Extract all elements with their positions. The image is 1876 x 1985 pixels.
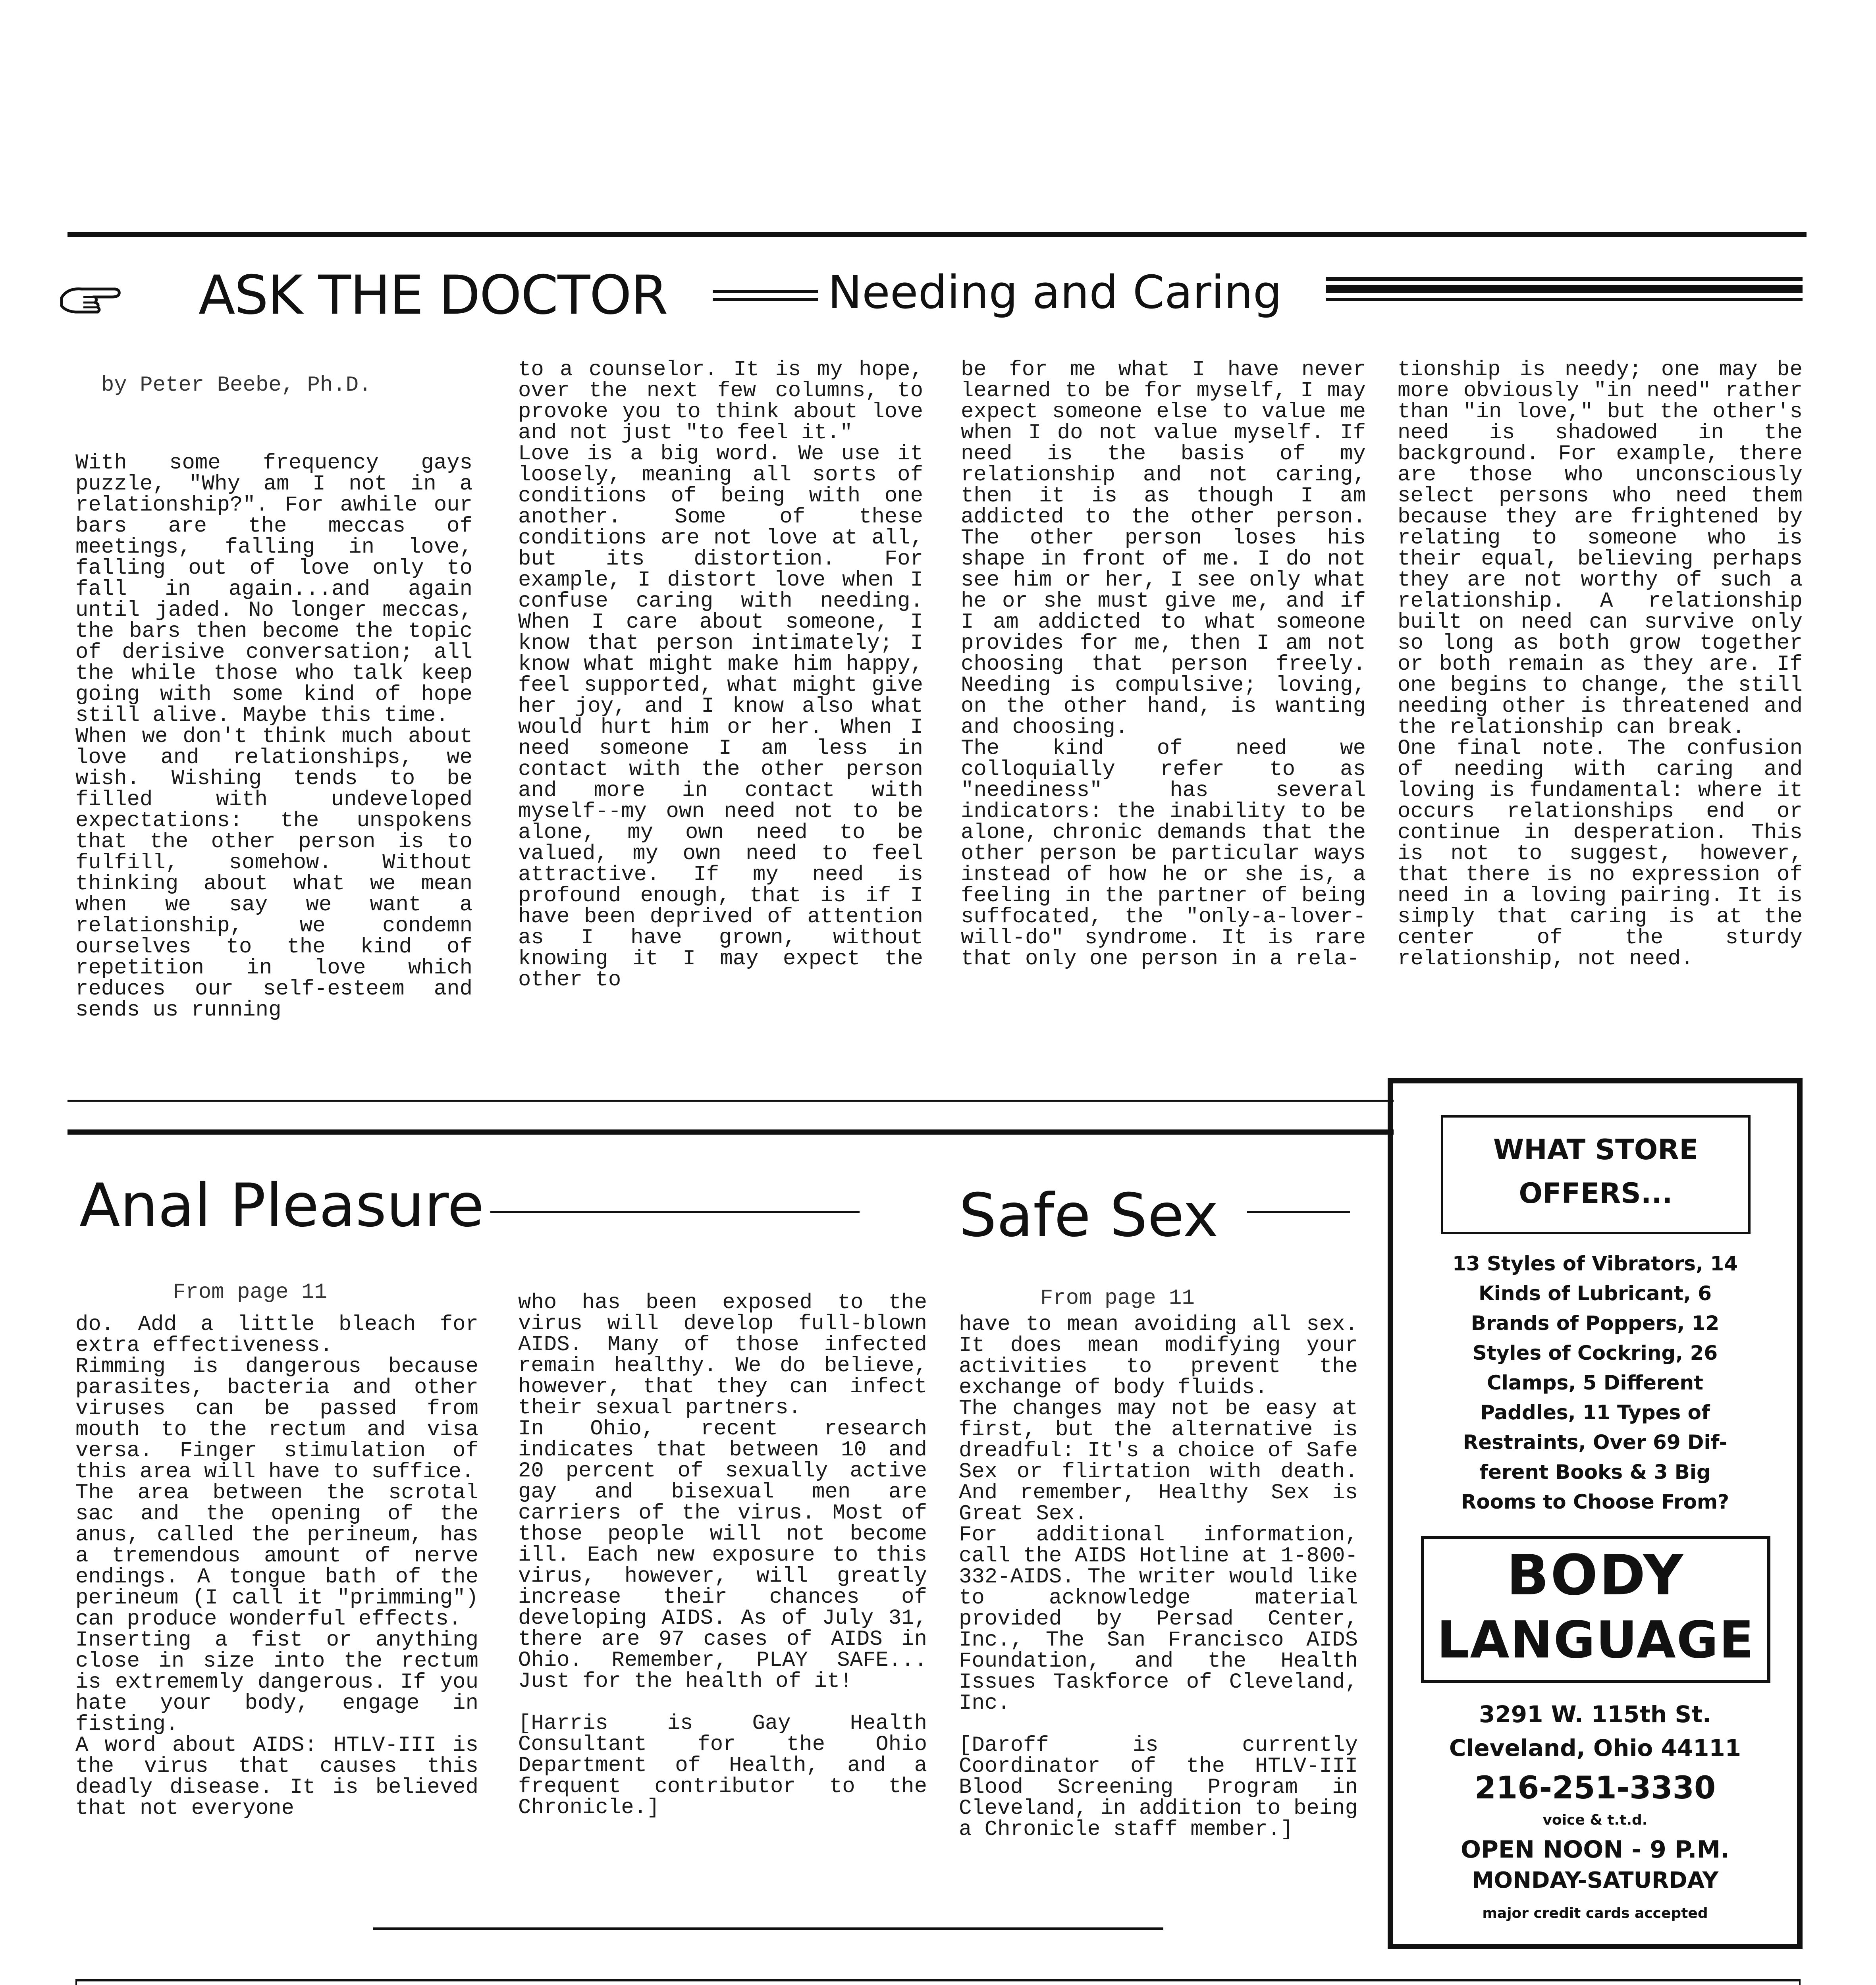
doctor-column-1: With some frequency gays puzzle, "Why am I not in a relationship?". For awhile our bars are the meccas of meetings, falling in love, falling out of love only to fall in again...and again until jaded. No longer meccas, the bars then become the topic of derisive conversation; all the while those who talk keep going with some kind of hope still alive. Maybe this time. When we don't think much about love and relationships, we wish. Wishing tends to be filled with undeveloped expectations: the unspokens that the other person is to fulfill, somehow. Without thinking about what we mean when we say we want a relationship, we condemn ourselves to the kind of repetition in love which reduces our self-esteem and sends us running xyxy=(75,451,472,1022)
ad-credit-cards: major credit cards accepted xyxy=(1482,1905,1708,1921)
body-language-ad xyxy=(1388,1078,1803,1949)
ad-headline-box xyxy=(1441,1115,1751,1234)
ad-body-5: Paddles, 11 Types of xyxy=(1480,1401,1710,1424)
ad-body-7: ferent Books & 3 Big xyxy=(1479,1461,1711,1484)
anal-column-1: do. Add a little bleach for extra effectiveness. Rimming is dangerous because parasites, bacteria and other viruses can be passed from mouth to the rectum and visa versa. Finger stimulation of this area will have to suffice. The area between the scrotal sac and the opening of the anus, called the perineum, has a tremendous amount of nerve endings. A tongue bath of the perineum (I call it "primming") can produce wonderful effects. Inserting a fist or anything close in size into the rectum is extrememly dangerous. If you hate your body, engage in fisting. A word about AIDS: HTLV-III is the virus that causes this deadly disease. It is believed that not everyone xyxy=(75,1312,478,1821)
section-thin-rule xyxy=(67,1100,1394,1102)
ad-logo-language: LANGUAGE xyxy=(1436,1611,1755,1670)
ad-tdd: voice & t.t.d. xyxy=(1542,1812,1648,1828)
header-double-rule xyxy=(1326,298,1803,301)
title-rule xyxy=(490,1211,860,1213)
ad-logo-box xyxy=(1421,1536,1770,1683)
safe-sex-title: Safe Sex xyxy=(959,1181,1219,1250)
anal-pleasure-title: Anal Pleasure xyxy=(79,1171,484,1240)
section-thick-rule xyxy=(67,1129,1394,1135)
ad-logo-body: BODY xyxy=(1506,1543,1685,1608)
ad-body-3: Styles of Cockring, 26 xyxy=(1472,1341,1718,1364)
ad-body-1: Kinds of Lubricant, 6 xyxy=(1478,1282,1712,1305)
ad-hours-time: OPEN NOON - 9 P.M. xyxy=(1460,1836,1730,1864)
anal-column-2: who has been exposed to the virus will develop full-blown AIDS. Many of those infected remain healthy. We do believe, however, that they can infect their sexual partners. In Ohio, recent research indicates that between 10 and 20 percent of sexually active gay and bisexual men are carriers of the virus. Most of those people will not become ill. Each new exposure to this virus, however, will greatly increase their chances of developing AIDS. As of July 31, there are 97 cases of AIDS in Ohio. Remember, PLAY SAFE... Just for the health of it! [Harris is Gay Health Consultant for the Ohio Department of Health, and a frequent contributor to the Chronicle.] xyxy=(518,1291,927,1820)
anal-from-page: From page 11 xyxy=(173,1280,327,1305)
ad-hours-days: MONDAY-SATURDAY xyxy=(1471,1867,1719,1893)
header-double-rule xyxy=(1326,277,1803,281)
top-rule xyxy=(67,232,1807,237)
title-rule xyxy=(1247,1211,1350,1213)
doctor-header-title: ASK THE DOCTOR xyxy=(199,264,667,326)
ad-body-2: Brands of Poppers, 12 xyxy=(1471,1312,1720,1335)
pointing-hand-icon xyxy=(60,278,123,314)
ad-phone: 216-251-3330 xyxy=(1474,1770,1716,1806)
ad-body-8: Rooms to Choose From? xyxy=(1461,1490,1729,1513)
ad-body-6: Restraints, Over 69 Dif- xyxy=(1463,1431,1728,1454)
ad-address-street: 3291 W. 115th St. xyxy=(1479,1701,1711,1728)
header-double-rule xyxy=(713,298,818,301)
safe-column-1: have to mean avoiding all sex. It does mean modifying your activities to prevent the exchange of body fluids. The changes may not be easy at first, but the alternative is dreadful: It's a choice of Safe Sex or flirtation with death. And remember, Healthy Sex is Great Sex. For additional information, call the AIDS Hotline at 1-800-332-AIDS. The writer would like to acknowledge material provided by Persad Center, Inc., The San Francisco AIDS Foundation, and the Health Issues Taskforce of Cleveland, Inc. [Daroff is currently Coordinator of the HTLV-III Blood Screening Program in Cleveland, in addition to being a Chronicle staff member.] xyxy=(959,1312,1358,1842)
doctor-header-subtitle: Needing and Caring xyxy=(828,266,1282,319)
ad-address-city: Cleveland, Ohio 44111 xyxy=(1449,1734,1741,1761)
header-double-rule xyxy=(713,290,818,293)
doctor-byline: by Peter Beebe, Ph.D. xyxy=(101,373,372,397)
safe-from-page: From page 11 xyxy=(1040,1286,1195,1310)
doctor-column-2: to a counselor. It is my hope, over the next few columns, to provoke you to think about love and not just "to feel it." Love is a big word. We use it loosely, meaning all sorts of conditions of being with one another. Some of these conditions are not love at all, but its distortion. For example, I distort love when I confuse caring with needing. When I care about someone, I know that person intimately; I know what might make him happy, feel supported, what might give her joy, and I know also what would hurt him or her. When I need someone I am less in contact with the other person and more in contact with myself--my own need not to be alone, my own need to be valued, my own need to feel attractive. If my need is profound enough, that is if I have been deprived of attention as I have grown, without knowing it I may expect the other to xyxy=(518,358,923,992)
bottom-short-rule xyxy=(373,1927,1163,1930)
ad-headline-2: OFFERS... xyxy=(1519,1177,1673,1210)
doctor-column-4: tionship is needy; one may be more obviously "in need" rather than "in love," but the other's need is shadowed in the background. For example, there are those who unconsciously select persons who need them because they are frightened by relating to someone who is their equal, believing perhaps they are not worthy of such a relationship. A relationship built on need can survive only so long as both grow together or both remain as they are. If one begins to change, the still needing other is threatened and the relationship can break. One final note. The confusion of needing with caring and loving is fundamental: where it occurs relationships end or continue in desperation. This is not to suggest, however, that there is no expression of need in a loving pairing. It is simply that caring is at the center of the sturdy relationship, not need. xyxy=(1398,358,1803,971)
ad-headline-1: WHAT STORE xyxy=(1493,1133,1699,1166)
ad-body-0: 13 Styles of Vibrators, 14 xyxy=(1452,1252,1738,1275)
ad-body-4: Clamps, 5 Different xyxy=(1487,1371,1703,1394)
hair-removal-ad xyxy=(75,1979,1801,1985)
doctor-column-3: be for me what I have never learned to be for myself, I may expect someone else to value me when I do not value myself. If need is the basis of my relationship and not caring, then it is as though I am addicted to the other person. The other person loses his shape in front of me. I do not see him or her, I see only what he or she must give me, and if I am addicted to what someone provides for me, then I am not choosing that person freely. Needing is compulsive; loving, on the other hand, is wanting and choosing. The kind of need we colloquially refer to as "neediness" has several indicators: the inability to be alone, chronic demands that the other person be particular ways instead of how he or she is, a feeling in the partner of being suffocated, the "only-a-lover-will-do" syndrome. It is rare that only one person in a rela- xyxy=(961,358,1366,971)
header-double-rule xyxy=(1326,285,1803,293)
